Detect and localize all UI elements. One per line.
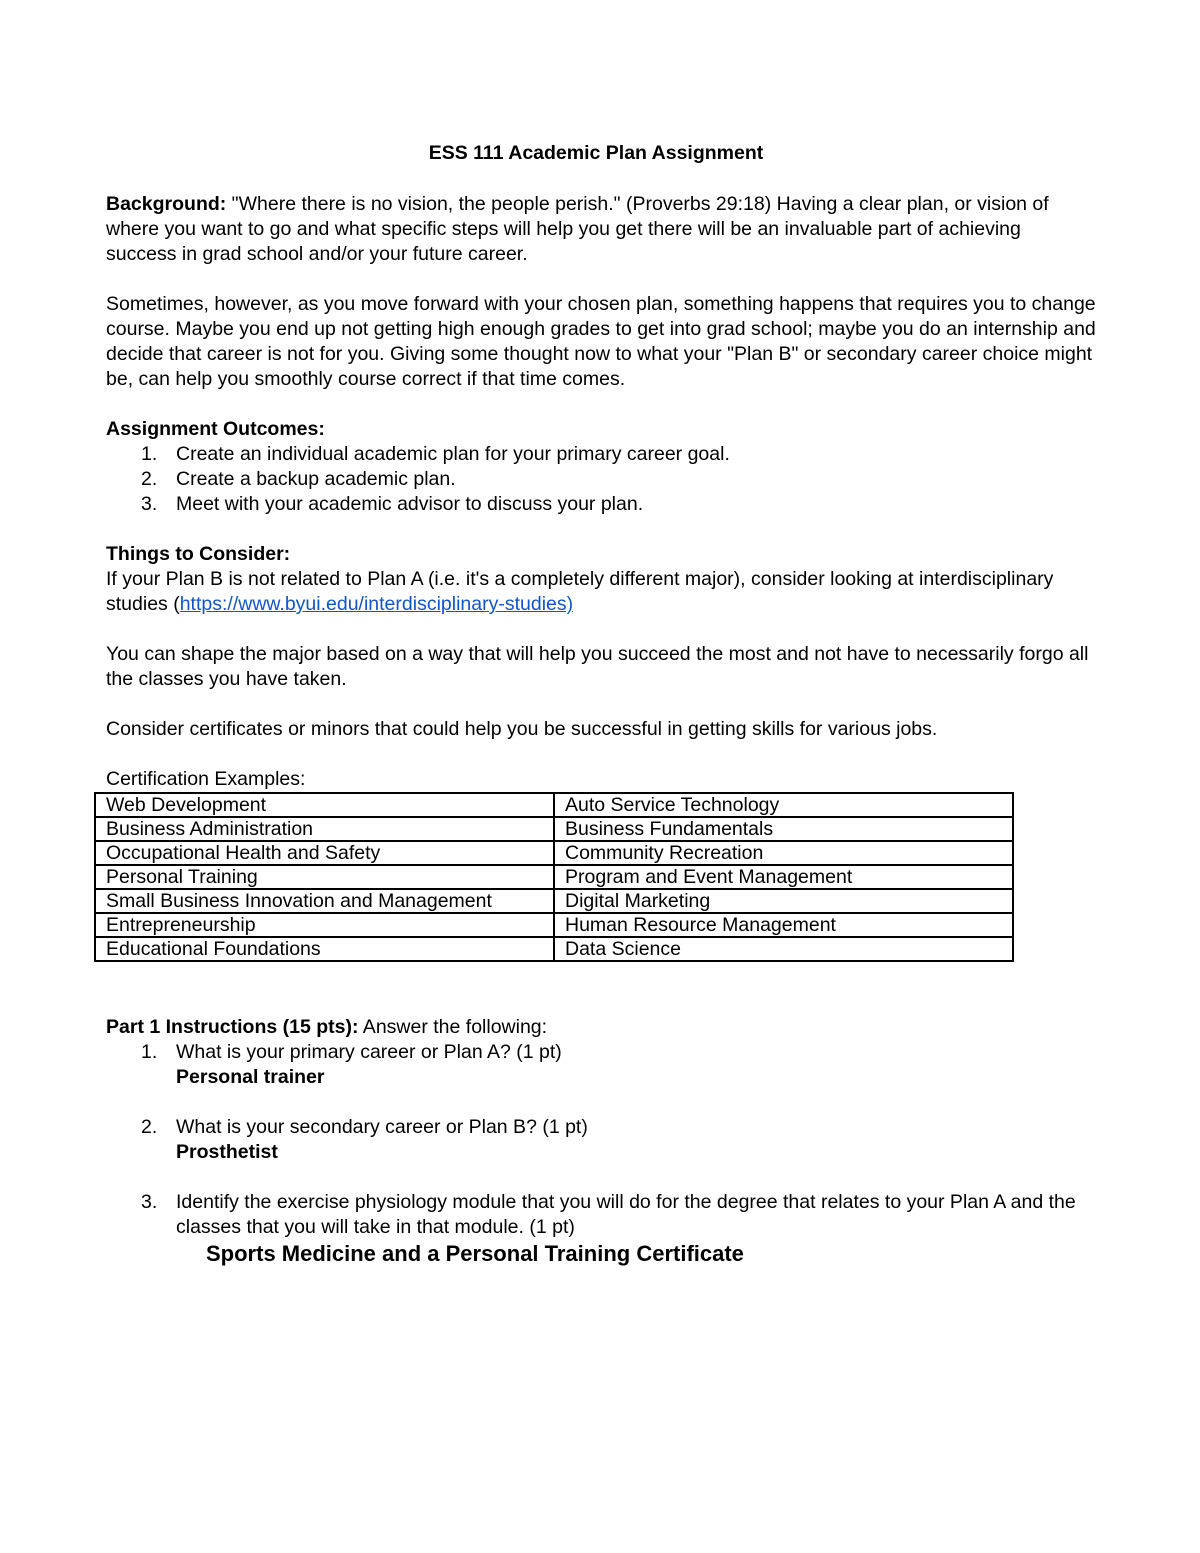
outcome-item [106, 492, 1096, 517]
certification-table [94, 792, 1014, 962]
consider-text [106, 567, 1096, 617]
certificates-paragraph: Consider certificates or minors that could help you be successful in getting skills for various jobs. [106, 718, 938, 740]
table-cell: Human Resource Management [554, 913, 1013, 937]
consider-text-before: If your Plan B is not related to Plan A (i.e. it's a completely different major), consider looking at interdisciplinary studies ( [106, 568, 1054, 615]
table-row [95, 817, 1013, 841]
table-cell: Business Administration [95, 817, 554, 841]
table-cell: Occupational Health and Safety [95, 841, 554, 865]
consider-label: Things to Consider: [106, 543, 291, 565]
question-item [106, 1190, 1096, 1268]
question-text: What is your primary career or Plan A? (1 pt) [176, 1041, 562, 1063]
table-cell: Personal Training [95, 865, 554, 889]
document-title: ESS 111 Academic Plan Assignment [428, 142, 764, 164]
table-row [95, 865, 1013, 889]
table-cell: Community Recreation [554, 841, 1013, 865]
table-row [95, 913, 1013, 937]
part1-instructions [106, 1015, 1096, 1040]
outcome-item [106, 467, 1096, 492]
document-page [106, 141, 1096, 1293]
outcome-text: Meet with your academic advisor to discuss your plan. [176, 493, 644, 515]
part1-text: Answer the following: [358, 1016, 548, 1038]
answer-text: Prosthetist [176, 1141, 278, 1163]
table-row [95, 889, 1013, 913]
table-cell: Program and Event Management [554, 865, 1013, 889]
answer-text: Personal trainer [176, 1066, 325, 1088]
outcome-item [106, 442, 1096, 467]
plan-b-paragraph: Sometimes, however, as you move forward with your chosen plan, something happens that requires you to change course. Maybe you end up not getting high enough grades to get into grad school; maybe you do an internship and decide that career is not for you. Giving some thought now to what your "Plan B" or secondary career choice might be, can help you smoothly course correct if that time comes. [106, 293, 1096, 390]
answer-text: Sports Medicine and a Personal Training Certificate [206, 1241, 744, 1266]
question-item [106, 1040, 1096, 1090]
part1-questions [106, 1040, 1096, 1268]
question-text: What is your secondary career or Plan B? (1 pt) [176, 1116, 588, 1138]
table-cell: Data Science [554, 937, 1013, 961]
background-text: "Where there is no vision, the people perish." (Proverbs 29:18) Having a clear plan, or vision of where you want to go and what specific steps will help you get there will be an invaluable part of achieving success in grad school and/or your future career. [106, 193, 1049, 265]
table-cell: Auto Service Technology [554, 793, 1013, 817]
certification-examples-label: Certification Examples: [106, 768, 306, 790]
table-cell: Educational Foundations [95, 937, 554, 961]
outcome-text: Create a backup academic plan. [176, 468, 456, 490]
interdisciplinary-studies-link[interactable]: https://www.byui.edu/interdisciplinary-studies) [179, 593, 574, 615]
shape-major-paragraph: You can shape the major based on a way that will help you succeed the most and not have to necessarily forgo all the classes you have taken. [106, 643, 1089, 690]
background-paragraph [106, 192, 1096, 267]
outcome-number: 3. [141, 493, 158, 515]
table-row [95, 937, 1013, 961]
question-number: 1. [141, 1041, 158, 1063]
question-item [106, 1115, 1096, 1165]
consider-section [106, 542, 1096, 617]
outcome-number: 2. [141, 468, 158, 490]
outcomes-label: Assignment Outcomes: [106, 418, 325, 440]
outcome-text: Create an individual academic plan for your primary career goal. [176, 443, 730, 465]
table-cell: Entrepreneurship [95, 913, 554, 937]
outcome-number: 1. [141, 443, 158, 465]
outcomes-list [106, 442, 1096, 517]
question-number: 3. [141, 1191, 158, 1213]
table-cell: Small Business Innovation and Management [95, 889, 554, 913]
table-cell: Business Fundamentals [554, 817, 1013, 841]
part1-label: Part 1 Instructions (15 pts): [106, 1016, 359, 1038]
table-cell: Digital Marketing [554, 889, 1013, 913]
background-label: Background: [106, 193, 227, 215]
table-row [95, 841, 1013, 865]
table-cell: Web Development [95, 793, 554, 817]
table-row [95, 793, 1013, 817]
question-number: 2. [141, 1116, 158, 1138]
question-text: Identify the exercise physiology module that you will do for the degree that relates to your Plan A and the classes that you will take in that module. (1 pt) [176, 1191, 1076, 1238]
outcomes-section [106, 417, 1096, 517]
